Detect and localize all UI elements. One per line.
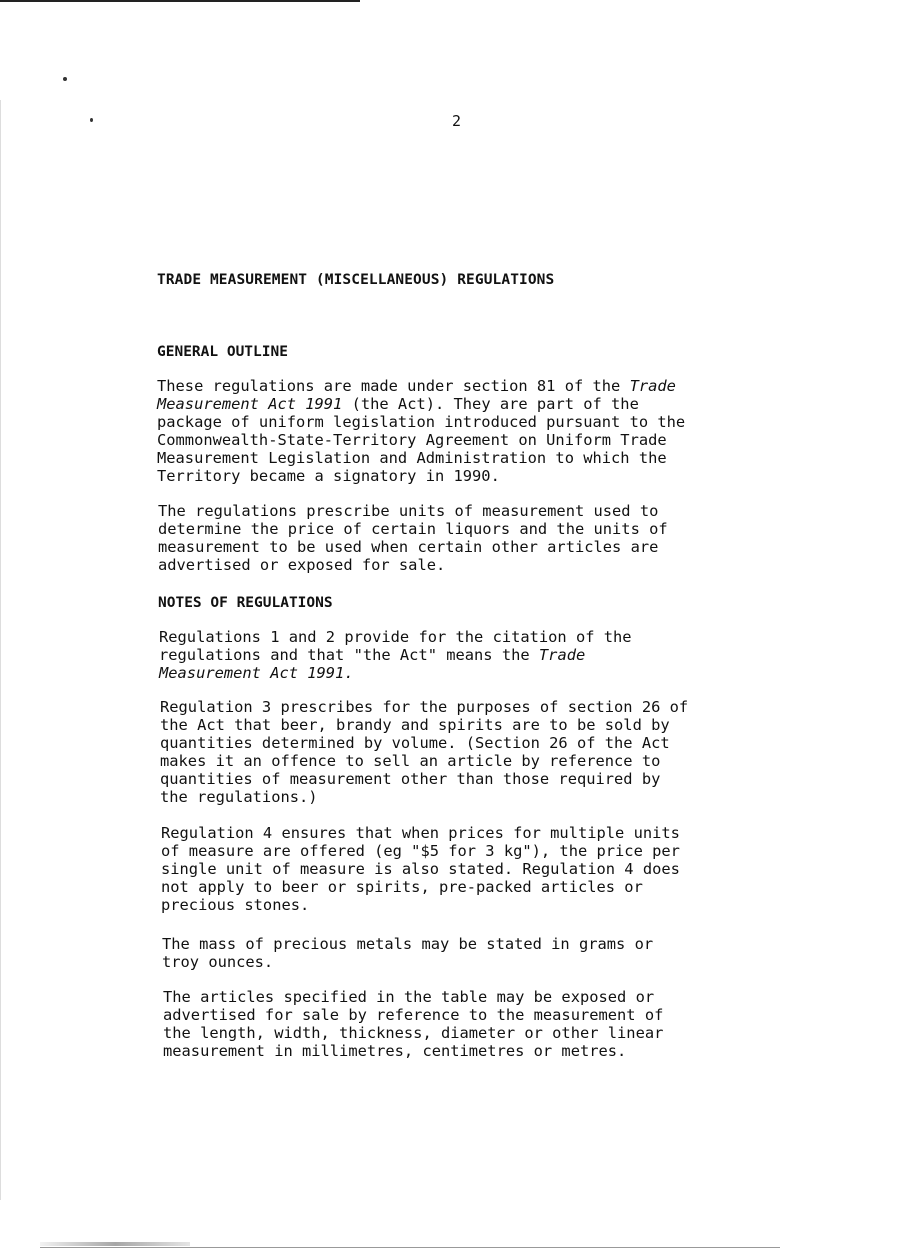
scan-left-edge (0, 100, 1, 1200)
scan-top-border (0, 0, 360, 2)
section-heading-notes: NOTES OF REGULATIONS (158, 595, 333, 611)
paragraph-articles-table: The articles specified in the table may be exposed or advertised for sale by reference to the measurement of the length, width, thickness, diameter or other linear measurement in millimetres, centimetres or metres. (163, 988, 664, 1060)
paragraph-precious-metals: The mass of precious metals may be stated in grams or troy ounces. (162, 935, 654, 971)
paragraph-regulation-3: Regulation 3 prescribes for the purposes of section 26 of the Act that beer, brandy and spirits are to be sold by quantities determined by volume. (Section 26 of the Act makes it an offence to sell an article by reference to quantities of measurement other than those required by the regulations.) (160, 698, 689, 806)
scan-bottom-border (40, 1247, 780, 1248)
document-title: TRADE MEASUREMENT (MISCELLANEOUS) REGULATIONS (157, 272, 555, 288)
section-heading-general-outline: GENERAL OUTLINE (157, 344, 288, 360)
scan-speck (90, 118, 93, 122)
paragraph-general-outline-2: The regulations prescribe units of measurement used to determine the price of certain liquors and the units of measurement to be used when certain other articles are advertised or exposed for sale. (158, 502, 668, 574)
paragraph-regulation-4: Regulation 4 ensures that when prices for multiple units of measure are offered (eg "$5 for 3 kg"), the price per single unit of measure is also stated. Regulation 4 does not apply to beer or spirits, pre-packed articles or precious stones. (161, 824, 680, 914)
scan-smudge (40, 1242, 190, 1246)
paragraph-regulations-1-2: Regulations 1 and 2 provide for the citation of the regulations and that "the Act" means the Trade Measurement Act 1991. (159, 628, 632, 682)
scan-speck (63, 77, 67, 81)
page-number: 2 (452, 112, 462, 130)
paragraph-general-outline-1: These regulations are made under section 81 of the Trade Measurement Act 1991 (the Act). They are part of the package of uniform legislation introduced pursuant to the Commonwealth-State-Territory Agreement on Uniform Trade Measurement Legislation and Administration to which the Territory became a signatory in 1990. (157, 377, 686, 485)
